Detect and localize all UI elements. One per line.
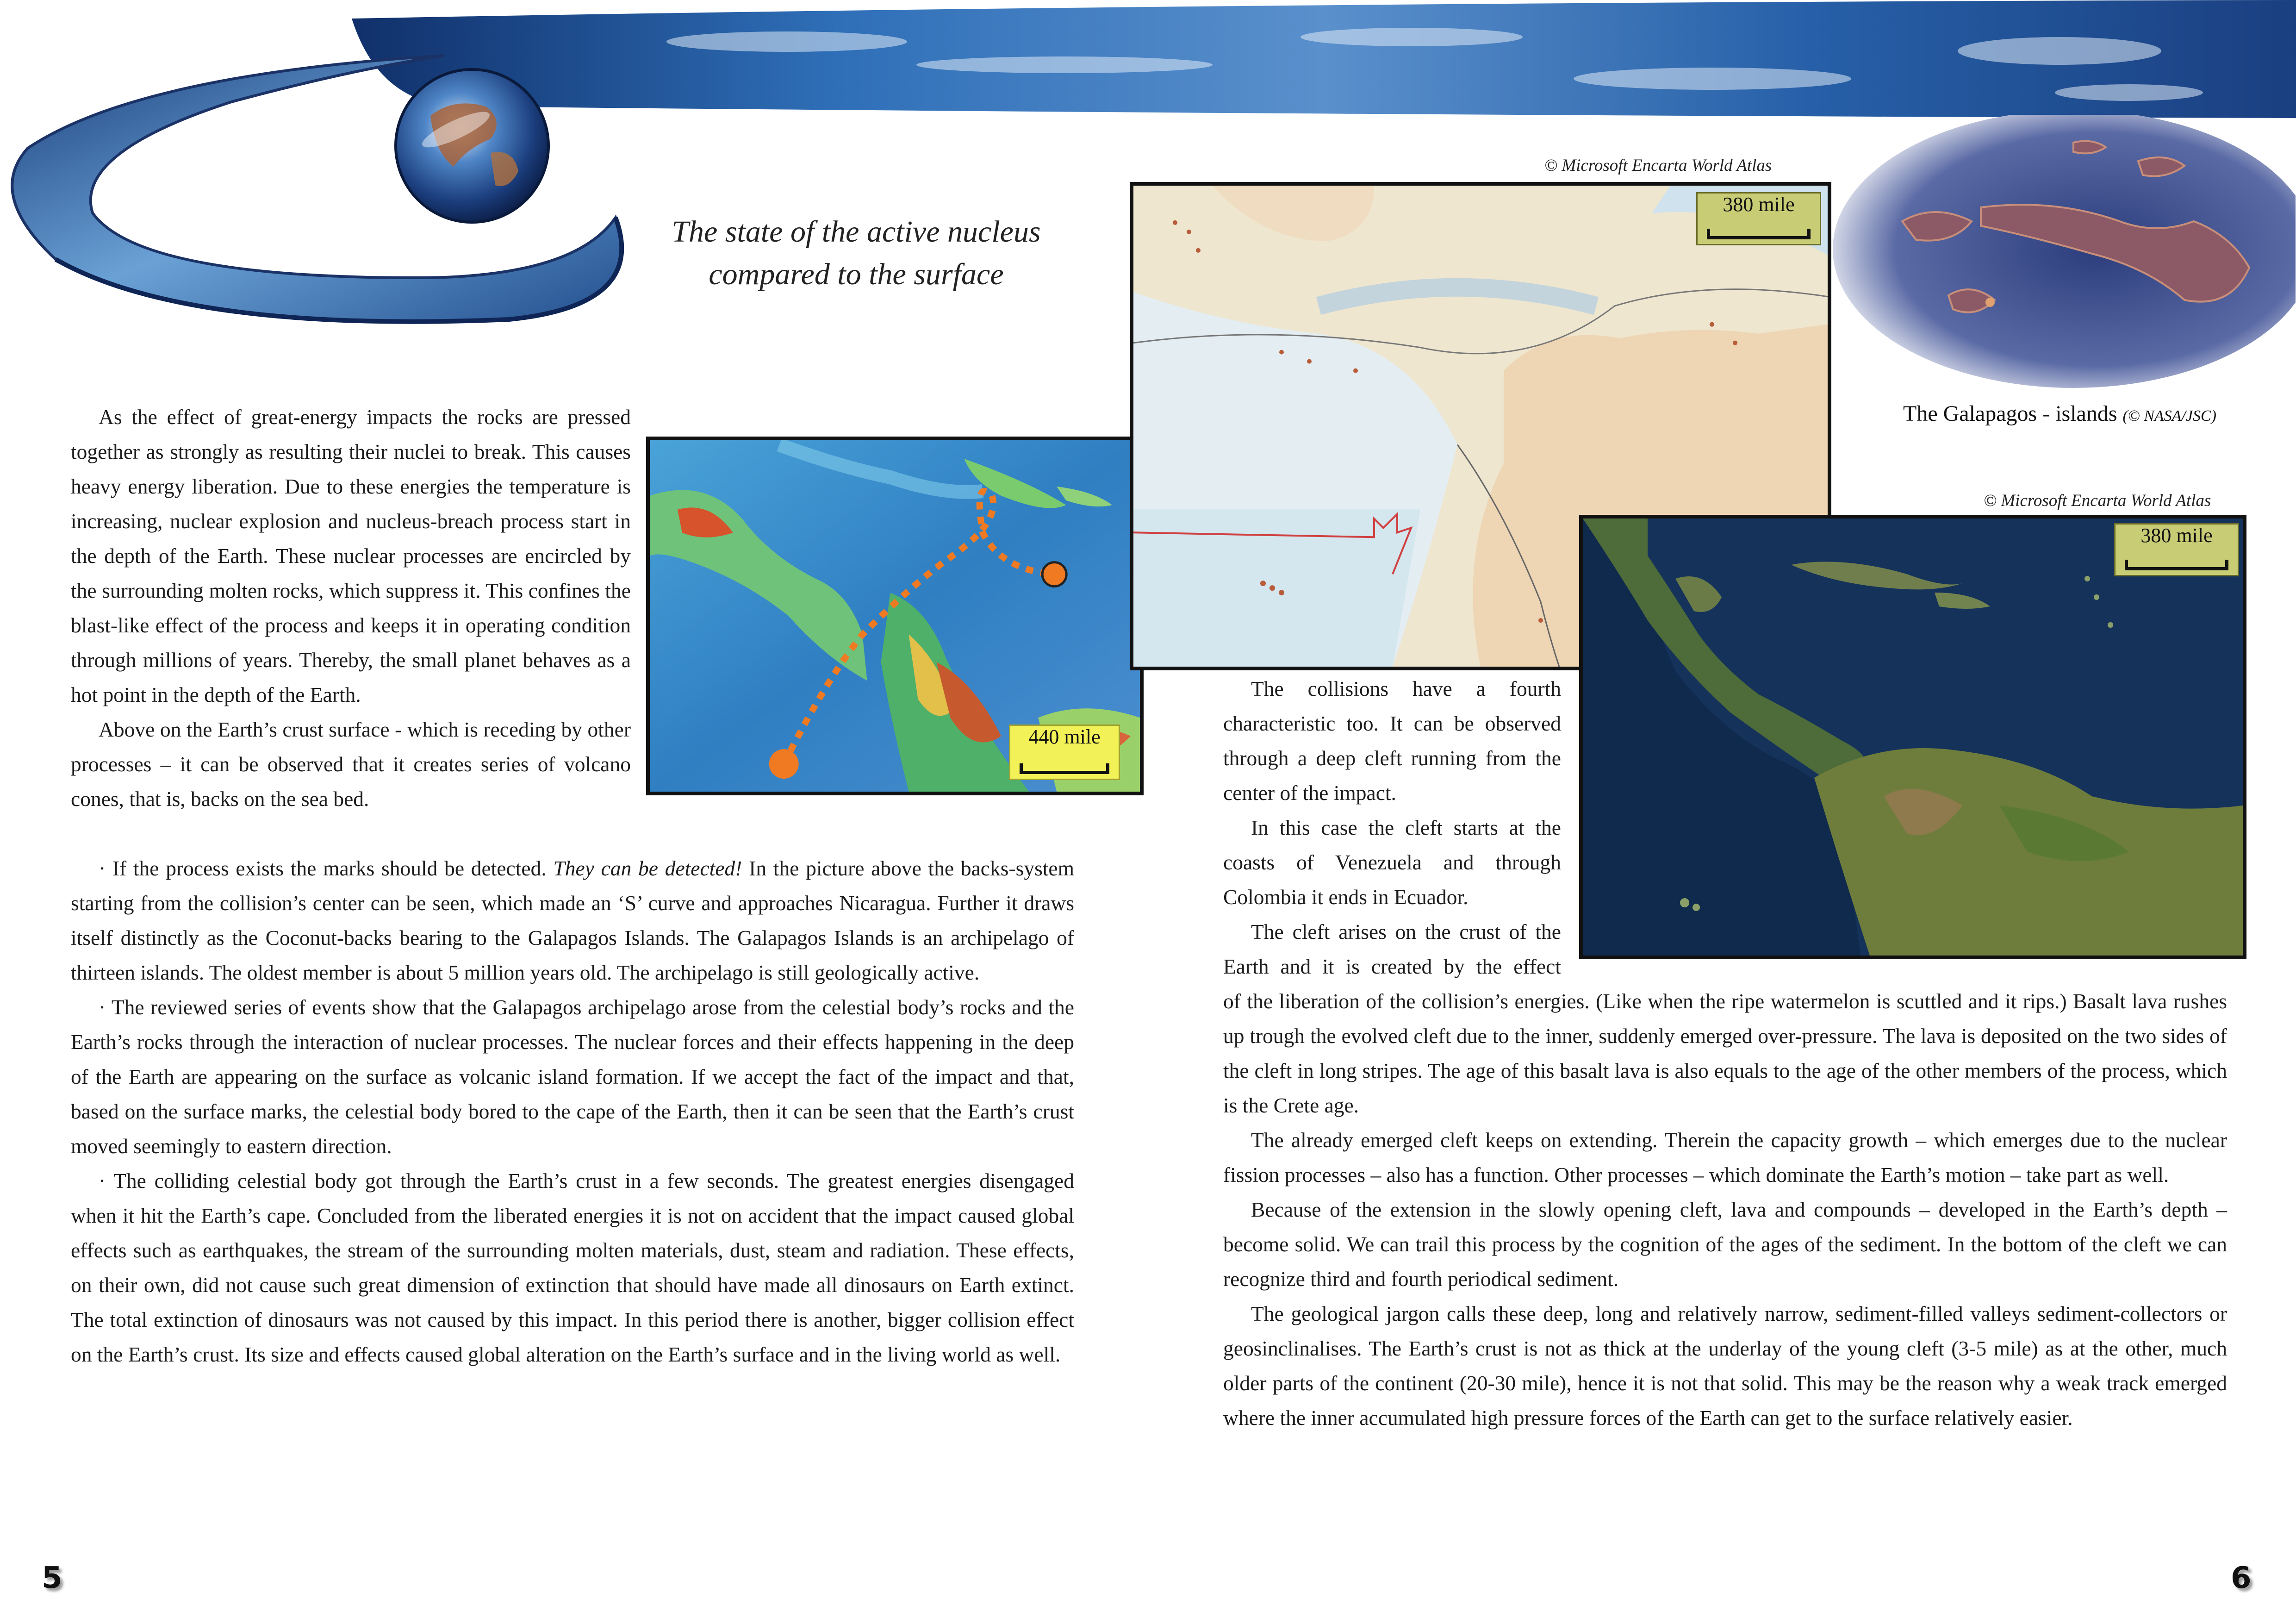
page-number-right: 6 xyxy=(2231,1561,2252,1595)
galapagos-islands-photo xyxy=(1833,115,2296,393)
scale-bar xyxy=(2125,560,2228,570)
image-credit: © Microsoft Encarta World Atlas xyxy=(1544,156,1772,175)
paragraph: Above on the Earth’s crust surface - which is receding by other processes – it can be observed that it creates series of volcano cones, that is, backs on the sea bed. xyxy=(71,718,631,811)
section-title-line-2: compared to the surface xyxy=(709,257,1004,291)
paragraph: In this case the cleft starts at the coasts of Venezuela and through Colombia it ends in Ecuador. xyxy=(1223,816,1561,909)
paragraph xyxy=(71,851,1074,990)
galapagos-caption xyxy=(1903,401,2216,429)
image-credit: © Microsoft Encarta World Atlas xyxy=(1984,491,2211,510)
left-column-full-text xyxy=(71,851,1074,1372)
scale-label: 380 mile xyxy=(2140,524,2213,547)
right-column-narrow-text xyxy=(1223,671,1561,984)
paragraph: Because of the extension in the slowly opening cleft, lava and compounds – developed in the Earth’s depth – become solid. We can trail this process by the cognition of the ages of the sediment. In the bottom of the cleft we can recognize third and fourth periodical sediment. xyxy=(1223,1198,2227,1291)
paragraph: · The reviewed series of events show that the Galapagos archipelago arose from the celestial body’s rocks and the Earth’s rocks through the interaction of nuclear processes. The nuclear forces and their effects happening in the deep of the Earth are appearing on the surface as volcanic island formation. If we accept the fact of the impact and that, based on the surface marks, the celestial body bored to the cape of the Earth, then it can be seen that the Earth’s crust moved seemingly to eastern direction. xyxy=(71,995,1074,1158)
earth-globe-icon xyxy=(396,69,548,222)
section-title xyxy=(616,211,1097,296)
scale-badge-380 xyxy=(1696,192,1821,245)
paragraph: As the effect of great-energy impacts the rocks are pressed together as strongly as resulting their nuclei to break. This causes heavy energy liberation. Due to these energies the temperature is increasing, nuclear explosion and nucleus-breach process start in the depth of the Earth. These nuclear processes are encircled by the surrounding molten rocks, which suppress it. This confines the blast-like effect of the process and keeps it in operating condition through millions of years. Thereby, the small planet behaves as a hot point in the depth of the Earth. xyxy=(71,405,631,706)
paragraph: of the liberation of the collision’s energies. (Like when the ripe watermelon is scuttled and it rips.) Basalt lava rushes up trough the evolved cleft due to the inner, suddenly emerged over-pressure. The lava is deposited on the two sides of the cleft in long stripes. The age of this basalt lava is also equals to the age of the other members of the process, which is the Crete age. xyxy=(1223,989,2227,1117)
section-title-line-1: The state of the active nucleus xyxy=(672,215,1041,249)
scale-bar xyxy=(1020,763,1109,774)
caption-text: The Galapagos - islands xyxy=(1903,401,2117,426)
scale-label: 440 mile xyxy=(1028,725,1101,748)
emphasis-text: They can be detected! xyxy=(553,856,742,880)
caption-credit: (© NASA/JSC) xyxy=(2122,407,2216,425)
right-column-full-text xyxy=(1223,984,2227,1435)
satellite-map-image xyxy=(1583,518,2243,956)
paragraph: The geological jargon calls these deep, long and relatively narrow, sediment-filled valleys sediment-collectors or geosinclinalises. The Earth’s crust is not as thick at the underlay of the young cleft (3-5 mile) as at the other, much older parts of the continent (20-30 mile), hence it is not that solid. This may be the reason why a weak track emerged where the inner accumulated high pressure forces of the Earth can get to the surface relatively easier. xyxy=(1223,1302,2227,1430)
page-number-left: 5 xyxy=(42,1561,62,1595)
paragraph: The cleft arises on the crust of the Earth and it is created by the effect xyxy=(1223,920,1561,978)
satellite-map-figure xyxy=(1579,515,2246,959)
paragraph: · The colliding celestial body got through the Earth’s crust in a few seconds. The greatest energies disengaged when it hit the Earth’s cape. Concluded from the liberated energies it is not on accident that the impact caused global effects such as earthquakes, the stream of the surrounding molten materials, dust, steam and radiation. These effects, on their own, did not cause such great dimension of extinction that should have made all dinosaurs on Earth extinct. The total extinction of dinosaurs was not caused by this impact. In this period there is another, bigger collision effect on the Earth’s crust. Its size and effects caused global alteration on the Earth’s surface and in the living world as well. xyxy=(71,1169,1074,1366)
scale-bar xyxy=(1707,229,1811,239)
scale-badge-440 xyxy=(1009,725,1120,780)
text-run: In the picture above the backs-system starting from the collision’s center can be seen, which made an ‘S’ curve and approaches Nicaragua. Further it draws itself distinctly as the Coconut-backs bearing to the Galapagos Islands. The Galapagos Islands is an archipelago of thirteen islands. The oldest member is about 5 million years old. The archipelago is still geologically active. xyxy=(71,856,1075,984)
scale-label: 380 mile xyxy=(1723,193,1795,216)
scale-badge-380 xyxy=(2114,523,2239,576)
text-run: · If the process exists the marks should be detected. xyxy=(99,856,554,880)
left-column-top-text xyxy=(71,400,631,816)
paragraph: The already emerged cleft keeps on extending. Therein the capacity growth – which emerges due to the nuclear fission processes – also has a function. Other processes – which dominate the Earth’s motion – take part as well. xyxy=(1223,1128,2227,1187)
paragraph: The collisions have a fourth characteristic too. It can be observed through a deep cleft running from the center of the impact. xyxy=(1223,677,1561,805)
